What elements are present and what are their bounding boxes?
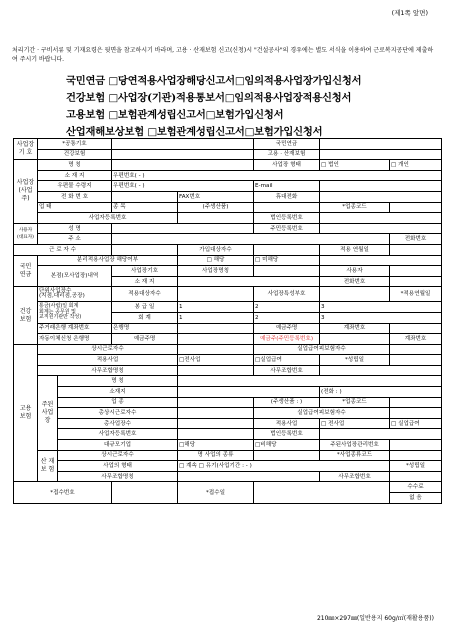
label-receipt-no: *접수번호 bbox=[14, 482, 112, 503]
form-row bbox=[14, 191, 442, 202]
field-enrollee-count[interactable] bbox=[254, 244, 320, 255]
label-accounting: 회 계 bbox=[112, 312, 178, 323]
label-biz-type: 사업장 형태 bbox=[254, 160, 320, 171]
label-main-product-2: (주생산품 : ) bbox=[254, 397, 320, 408]
label-corp-reg-no: 법인등록번호 bbox=[254, 213, 320, 224]
field-main-phone[interactable]: (전화 : ) bbox=[320, 387, 442, 398]
field-rep-address[interactable] bbox=[112, 234, 390, 245]
field-industry-code[interactable] bbox=[390, 202, 442, 213]
field-receipt-date[interactable] bbox=[254, 482, 390, 503]
field-bank-name[interactable] bbox=[178, 323, 254, 334]
label-address: 소 재 지 bbox=[38, 170, 112, 181]
section-label-representative: 사용자 (대표자) bbox=[14, 223, 38, 244]
label-workplace-trait: 사업장특성부호 bbox=[254, 287, 320, 302]
form-row bbox=[14, 323, 442, 334]
field-transfer-holder[interactable] bbox=[178, 334, 254, 345]
checkbox-business-form[interactable]: □ 계속 □ 유기(사업기간 : - ) bbox=[178, 461, 390, 472]
title-health-insurance: 건강보험 □사업장(기관)적용통보서□임의적용사업장적용신청서 bbox=[66, 92, 352, 104]
label-head-phone: 전화번호 bbox=[320, 276, 390, 287]
field-head-address[interactable] bbox=[178, 276, 320, 287]
field-unemp-insured[interactable] bbox=[390, 344, 442, 355]
label-business-kind: 명 사업의 종류 bbox=[178, 450, 254, 461]
checkbox-main-all[interactable]: □ 전사업 bbox=[320, 418, 390, 429]
label-regular-workers: 상시근로자수 bbox=[38, 344, 178, 355]
label-main-industry-code: *업종코드 bbox=[320, 397, 390, 408]
field-rep-name[interactable] bbox=[112, 223, 254, 234]
field-worker-count[interactable] bbox=[112, 244, 178, 255]
field-workplace-trait[interactable] bbox=[320, 287, 390, 302]
label-business-type: 업 태 bbox=[38, 202, 112, 213]
field-office-union-name[interactable] bbox=[178, 365, 254, 376]
form-row bbox=[14, 160, 442, 171]
label-coverage-date: *적용연월일 bbox=[390, 287, 442, 302]
field-main-name[interactable] bbox=[178, 376, 442, 387]
form-row bbox=[14, 376, 442, 387]
field-business-reg-no[interactable] bbox=[178, 213, 254, 224]
field-accounting-2[interactable]: 2 bbox=[254, 312, 320, 323]
form-row bbox=[14, 408, 442, 419]
form-row bbox=[14, 397, 442, 408]
label-enrollee-count: 가입대상자수 bbox=[178, 244, 254, 255]
label-employment-code: 고용 · 산재보험 bbox=[254, 149, 320, 160]
label-account-holder: 예금주명 bbox=[254, 323, 320, 334]
label-holder-resident-no: 예금주(주민등록번호) bbox=[254, 334, 320, 345]
checkbox-applicable[interactable]: □ 해당 bbox=[178, 255, 254, 266]
form-row bbox=[14, 202, 442, 213]
section-label-main-workplace: 주된 사업장 bbox=[38, 376, 58, 450]
form-row bbox=[14, 287, 442, 302]
field-payday-2[interactable]: 2 bbox=[254, 302, 320, 313]
form-row bbox=[14, 255, 442, 266]
section-label-health-insurance: 건강 보험 bbox=[14, 287, 38, 344]
field-mobile[interactable] bbox=[320, 191, 442, 202]
form-row bbox=[14, 355, 442, 366]
label-head-office: 본점(모사업장)내역 bbox=[38, 266, 112, 287]
label-total-workplaces: 총사업장수 bbox=[58, 418, 178, 429]
label-ia-regular-workers: 상시근로자수 bbox=[58, 450, 178, 461]
form-row bbox=[14, 450, 442, 461]
label-rep-phone: 전화번호 bbox=[390, 234, 442, 245]
form-row bbox=[14, 461, 442, 472]
label-main-biz-reg: 사업자등록번호 bbox=[58, 429, 178, 440]
form-row bbox=[14, 429, 442, 440]
field-ia-union-no[interactable] bbox=[390, 471, 442, 482]
field-head-phone[interactable] bbox=[390, 276, 442, 287]
form-row bbox=[14, 365, 442, 376]
label-ia-established-date: *성립일 bbox=[390, 461, 442, 472]
label-workplace-name: 사업장명칭 bbox=[178, 266, 254, 277]
field-email[interactable] bbox=[320, 181, 442, 192]
field-address[interactable]: 우편번호( - ) bbox=[112, 170, 442, 181]
label-unit-workplaces: 단위사업장수 (지점,대리점,공장) bbox=[38, 287, 112, 302]
checkbox-individual[interactable]: □ 개인 bbox=[390, 160, 442, 171]
label-industry-code: *업종코드 bbox=[320, 202, 390, 213]
section-label-workplace: 사업장 (사업주) bbox=[14, 160, 38, 224]
field-resident-no[interactable] bbox=[320, 223, 442, 234]
field-total-regular[interactable] bbox=[178, 408, 254, 419]
label-mail-address: 우편물 수령지 bbox=[38, 181, 112, 192]
field-mail-address[interactable]: 우편번호( - ) bbox=[112, 181, 254, 192]
label-health-code: 건강보험 bbox=[38, 149, 112, 160]
label-head-address: 소 재 지 bbox=[112, 276, 178, 287]
section-label-employment-insurance: 고용 보험 bbox=[14, 344, 38, 482]
paper-spec-footer: 210㎜×297㎜(일반용지 60g/㎡(재활용품)) bbox=[316, 615, 434, 622]
title-employment-insurance: 고용보험 □보험관계성립신고서□보험가입신청서 bbox=[66, 109, 284, 121]
field-health-code[interactable] bbox=[112, 149, 254, 160]
field-office-union-no[interactable] bbox=[320, 365, 442, 376]
field-main-industry-code[interactable] bbox=[390, 397, 442, 408]
field-name[interactable] bbox=[112, 160, 254, 171]
form-row bbox=[14, 244, 442, 255]
form-row bbox=[14, 440, 442, 451]
field-established-date[interactable] bbox=[390, 355, 442, 366]
field-holder-resident-no[interactable] bbox=[320, 334, 390, 345]
label-bank-name: 은행명 bbox=[112, 323, 178, 334]
label-account-no: 계좌번호 bbox=[320, 323, 390, 334]
label-transfer-account: 계좌번호 bbox=[390, 334, 442, 345]
field-main-biz-reg[interactable] bbox=[178, 429, 254, 440]
label-fax: FAX번호 bbox=[178, 191, 254, 202]
label-ia-union-name: 사무조합명칭 bbox=[58, 471, 178, 482]
label-receipt-date: *접수일 bbox=[178, 482, 254, 503]
label-transfer-holder: 예금주명 bbox=[112, 334, 178, 345]
label-email: E-mail bbox=[254, 181, 320, 192]
checkbox-main-unemp[interactable]: □ 실업급여 bbox=[390, 418, 442, 429]
field-payday-1[interactable]: 1 bbox=[178, 302, 254, 313]
value-fee-none: 없 음 bbox=[390, 493, 442, 504]
label-ia-union-no: 사무조합번호 bbox=[320, 471, 390, 482]
form-row bbox=[14, 139, 442, 150]
label-rep-address: 주 소 bbox=[38, 234, 112, 245]
label-large-company: 대규모기업 bbox=[58, 440, 178, 451]
label-auto-transfer: 자동이체신청 은행명 bbox=[38, 334, 112, 345]
section-label-workplace-code: 사업장 기 호 bbox=[14, 139, 38, 160]
field-common-code[interactable] bbox=[112, 139, 254, 150]
label-main-name: 명 칭 bbox=[58, 376, 178, 387]
field-corp-reg-no[interactable] bbox=[320, 213, 442, 224]
label-main-industry: 업 종 bbox=[58, 397, 178, 408]
label-established-date: *성립일 bbox=[320, 355, 390, 366]
label-mobile: 휴대전화 bbox=[254, 191, 320, 202]
field-regular-workers[interactable] bbox=[178, 344, 254, 355]
label-main-mgmt-no: 주된사업장관리번호 bbox=[320, 440, 390, 451]
label-covered-count: 적용대상자수 bbox=[112, 287, 178, 302]
field-phone[interactable] bbox=[112, 191, 178, 202]
field-ia-union-name[interactable] bbox=[178, 471, 320, 482]
form-row bbox=[14, 471, 442, 482]
field-blank bbox=[320, 255, 442, 266]
label-business-reg-no: 사업자등록번호 bbox=[38, 213, 178, 224]
field-covered-count[interactable] bbox=[178, 287, 254, 302]
form-row bbox=[14, 234, 442, 245]
form-row bbox=[14, 223, 442, 234]
field-payday-3[interactable]: 3 bbox=[320, 302, 442, 313]
form-row bbox=[14, 181, 442, 192]
checkbox-corporation[interactable]: □ 법인 bbox=[320, 160, 390, 171]
section-label-industrial-accident: 산 재 보 험 bbox=[38, 450, 58, 482]
field-business-kind[interactable] bbox=[254, 450, 320, 461]
label-apply-date: 적용 연월일 bbox=[320, 244, 390, 255]
label-common-code: *공통기호 bbox=[38, 139, 112, 150]
label-office-union-name: 사무조합명칭 bbox=[38, 365, 178, 376]
field-accounting-1[interactable]: 1 bbox=[178, 312, 254, 323]
label-employer: 사용자 bbox=[320, 266, 390, 277]
label-name: 명 칭 bbox=[38, 160, 112, 171]
checkbox-all-business[interactable]: □전사업 bbox=[178, 355, 254, 366]
form-row bbox=[14, 302, 442, 313]
instructions-note: 처리기간 · 구비서류 및 기재요령은 뒷면을 참고하시기 바라며, 고용 · 산재보험 신고(신청)시 "건설공사"의 경우에는 별도 서식을 이용하여 근로복지공단에 제출하여 주시기 바랍니다. bbox=[12, 47, 434, 63]
checkbox-not-applicable[interactable]: □ 미해당 bbox=[254, 255, 320, 266]
label-business-item: 종 목 bbox=[112, 202, 178, 213]
field-main-unemp-insured[interactable] bbox=[390, 408, 442, 419]
label-main-address: 소재지 bbox=[58, 387, 178, 398]
field-account-no[interactable] bbox=[390, 323, 442, 334]
form-row bbox=[14, 266, 442, 277]
field-workplace-name[interactable] bbox=[254, 266, 320, 277]
label-business-form: 사업의 형태 bbox=[58, 461, 178, 472]
field-receipt-no[interactable] bbox=[112, 482, 178, 503]
checkbox-large-yes[interactable]: □해당 bbox=[178, 440, 254, 451]
label-fee: 수수료 bbox=[390, 482, 442, 493]
form-row bbox=[14, 170, 442, 181]
title-industrial-accident: 산업재해보상보험 □보험관계성립신고서□보험가입신청서 bbox=[66, 126, 323, 138]
form-row bbox=[14, 418, 442, 429]
label-main-unemp-insured: 실업급여피보험자수 bbox=[254, 408, 390, 419]
label-pension-code: 국민연금 bbox=[254, 139, 320, 150]
label-resident-no: 주민등록번호 bbox=[254, 223, 320, 234]
label-payday: 봉 급 일 bbox=[112, 302, 178, 313]
field-apply-date[interactable] bbox=[390, 244, 442, 255]
field-business-kind-code[interactable] bbox=[390, 450, 442, 461]
field-pension-code[interactable] bbox=[320, 139, 442, 150]
field-main-address[interactable] bbox=[178, 387, 320, 398]
form-row bbox=[14, 344, 442, 355]
checkbox-unemployment[interactable]: □실업급여 bbox=[254, 355, 320, 366]
page-label: (제1쪽 앞면) bbox=[391, 9, 428, 17]
form-row bbox=[14, 213, 442, 224]
label-office-union-no: 사무조합번호 bbox=[254, 365, 320, 376]
label-business-kind-code: *사업종류코드 bbox=[320, 450, 390, 461]
label-unemp-insured: 실업급여피보험자수 bbox=[254, 344, 390, 355]
field-employer[interactable] bbox=[390, 266, 442, 277]
label-total-regular: 총상시근로자수 bbox=[58, 408, 178, 419]
field-total-workplaces[interactable] bbox=[178, 418, 254, 429]
field-main-mgmt-no[interactable] bbox=[390, 440, 442, 451]
label-phone: 전 화 번 호 bbox=[38, 191, 112, 202]
checkbox-large-no[interactable]: □비해당 bbox=[254, 440, 320, 451]
field-main-product[interactable] bbox=[254, 202, 320, 213]
form-row bbox=[14, 482, 442, 493]
label-main-product: (주생산품) bbox=[178, 202, 254, 213]
form-row bbox=[14, 149, 442, 160]
label-covered-business: 적용사업 bbox=[38, 355, 178, 366]
application-form-table bbox=[13, 138, 442, 504]
label-rep-name: 성 명 bbox=[38, 223, 112, 234]
form-row bbox=[14, 334, 442, 345]
label-worker-count: 근 로 자 수 bbox=[14, 244, 112, 255]
label-separate-workplace: 분리적용사업장 해당여부 bbox=[38, 255, 178, 266]
label-pay-accounting: 통금(사립)일 회계 회계는 공무원 및 교직원기관만 작성) bbox=[38, 302, 112, 323]
label-workplace-code: 사업장기호 bbox=[112, 266, 178, 277]
field-employment-code[interactable] bbox=[320, 149, 442, 160]
title-national-pension: 국민연금 □당연적용사업장해당신고서□임의적용사업장가입신청서 bbox=[66, 75, 362, 87]
label-main-covered: 적용사업 bbox=[254, 418, 320, 429]
field-main-industry[interactable] bbox=[178, 397, 254, 408]
section-label-national-pension: 국민 연금 bbox=[14, 255, 38, 287]
form-row bbox=[14, 387, 442, 398]
field-accounting-3[interactable]: 3 bbox=[320, 312, 442, 323]
label-main-bank: 주거래은행 계좌번호 bbox=[38, 323, 112, 334]
field-main-corp-reg[interactable] bbox=[320, 429, 442, 440]
label-main-corp-reg: 법인등록번호 bbox=[254, 429, 320, 440]
